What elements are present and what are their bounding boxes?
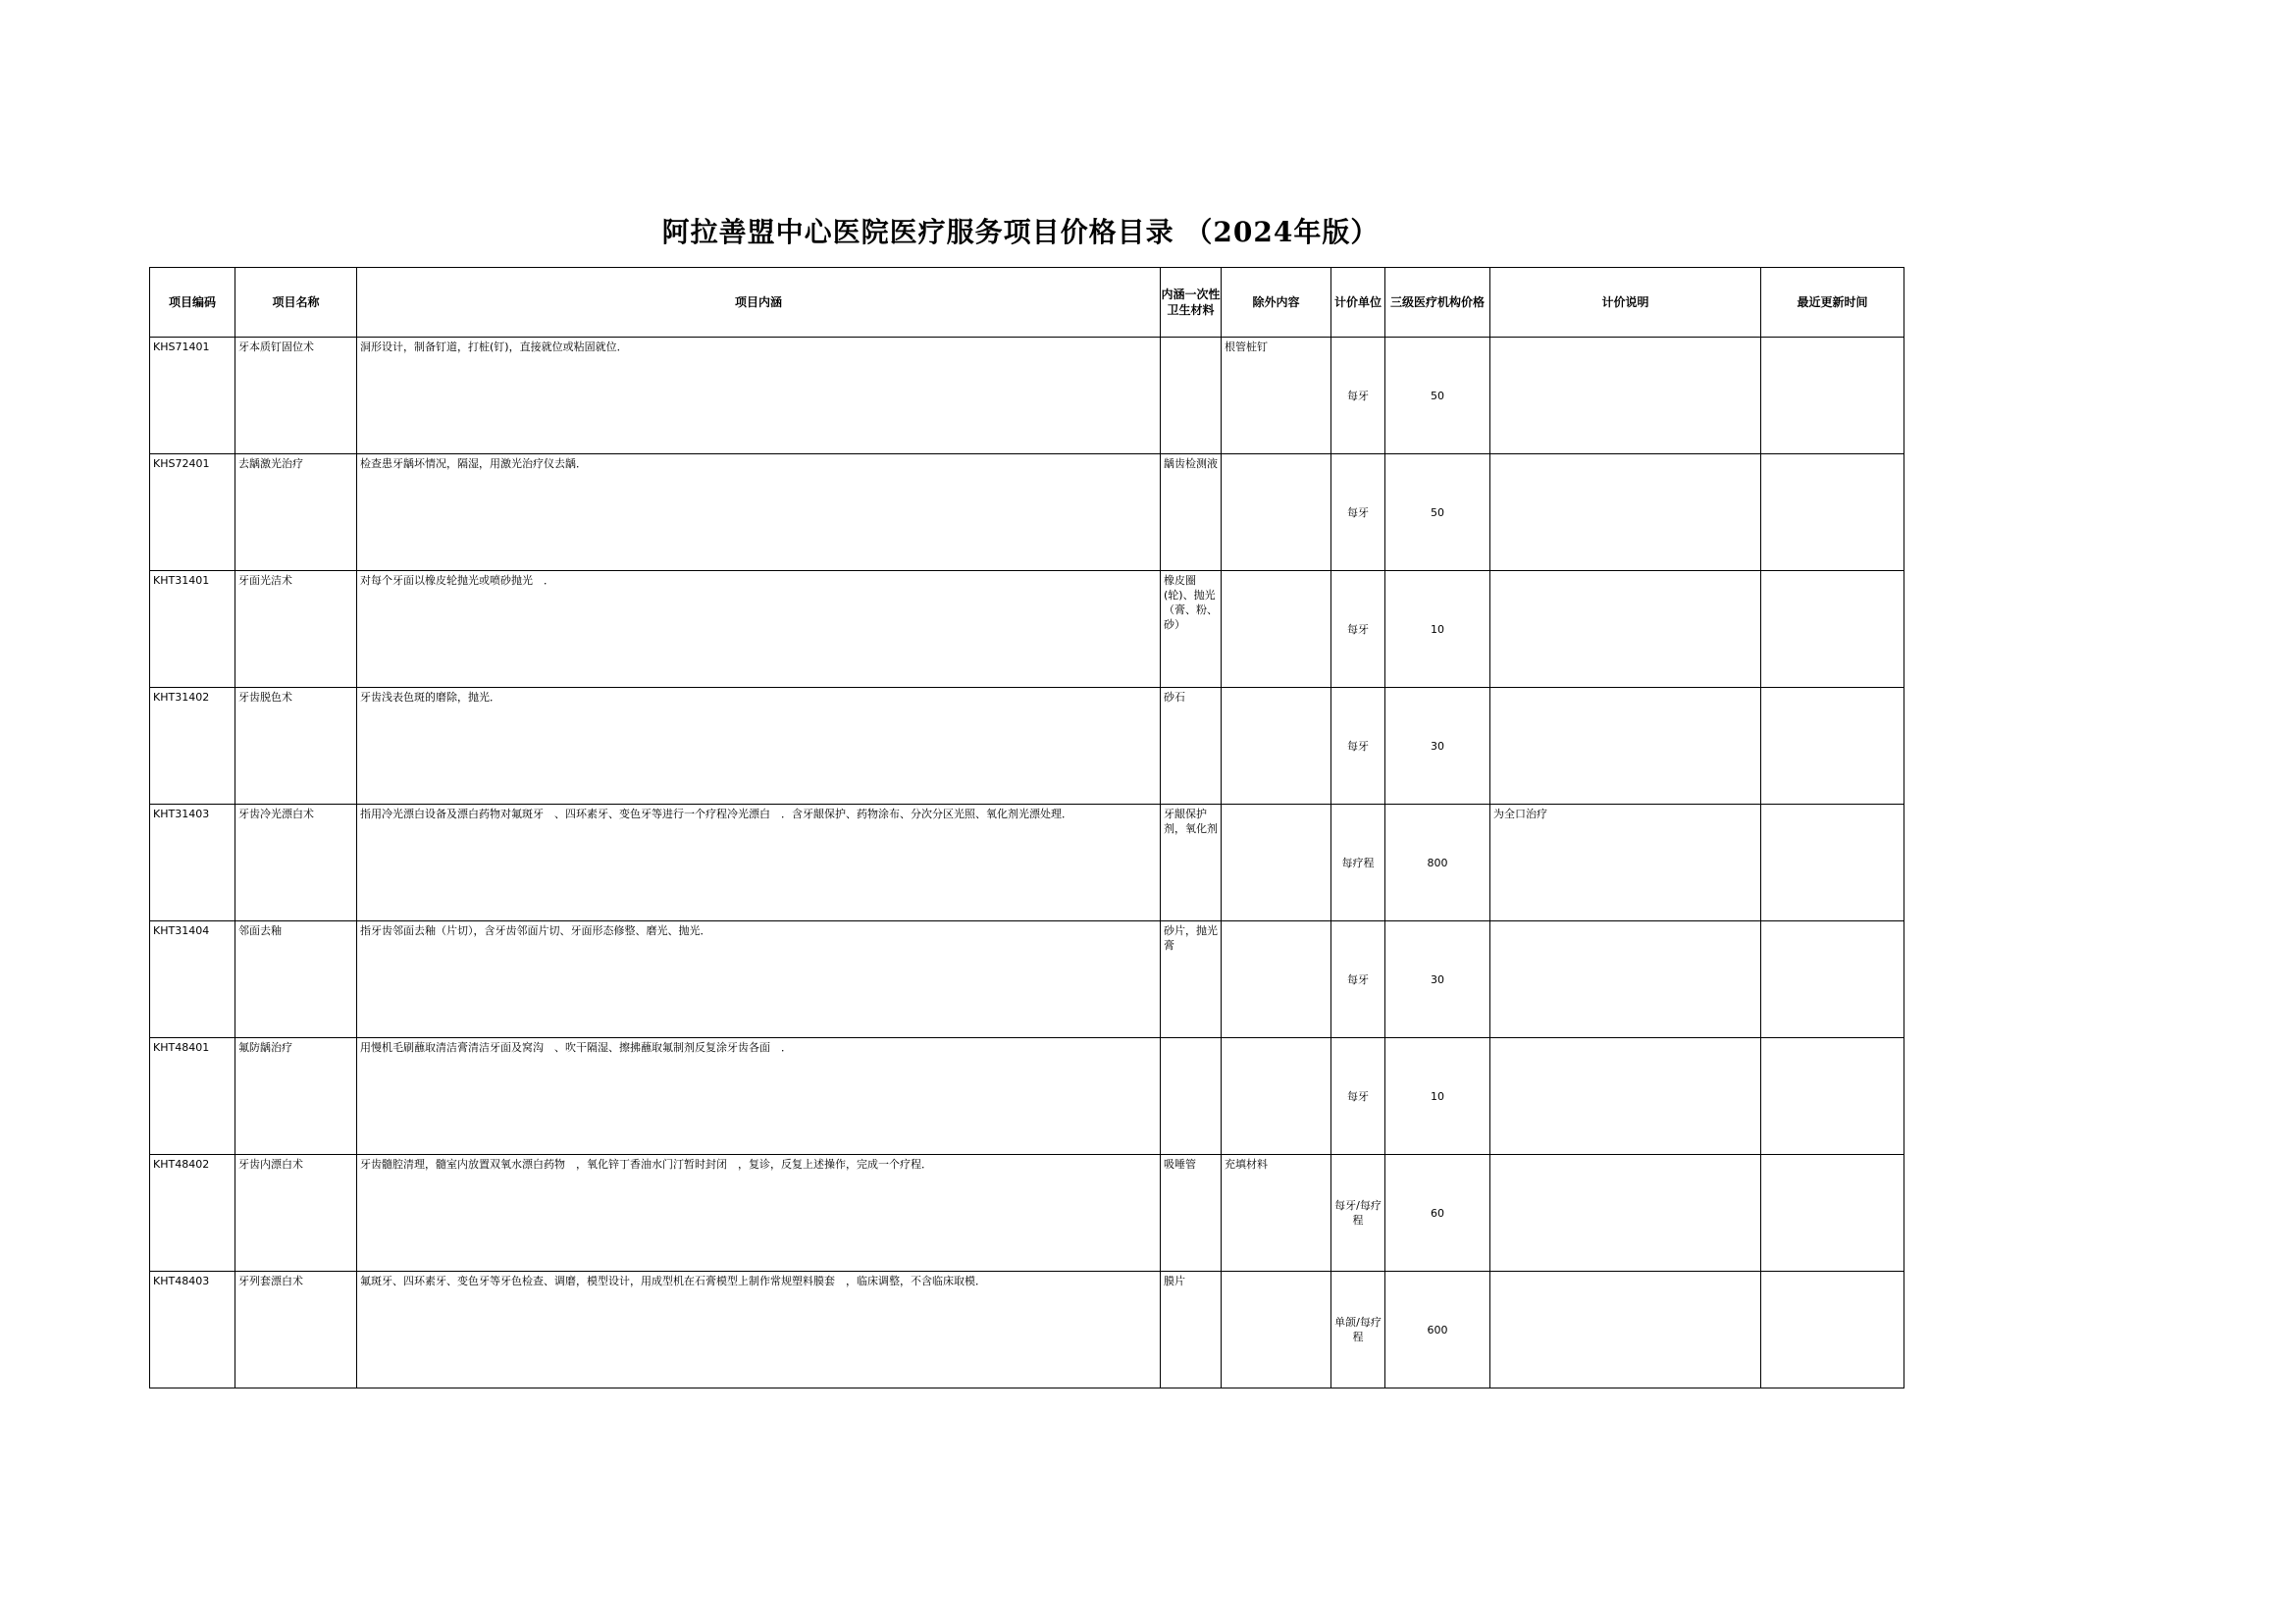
price-table bbox=[149, 267, 1904, 1388]
cell-exclusions bbox=[1222, 688, 1331, 805]
header-price: 三级医疗机构价格 bbox=[1385, 268, 1490, 338]
table-row bbox=[150, 688, 1904, 805]
cell-notes bbox=[1490, 571, 1761, 688]
cell-updated bbox=[1761, 1272, 1904, 1388]
cell-updated bbox=[1761, 1155, 1904, 1272]
cell-price: 30 bbox=[1385, 688, 1490, 805]
cell-price: 800 bbox=[1385, 805, 1490, 921]
cell-notes bbox=[1490, 1038, 1761, 1155]
header-materials: 内涵一次性卫生材料 bbox=[1161, 268, 1222, 338]
cell-exclusions bbox=[1222, 805, 1331, 921]
cell-unit: 每牙 bbox=[1331, 454, 1385, 571]
cell-content: 检查患牙龋坏情况，隔湿，用激光治疗仪去龋． bbox=[357, 454, 1161, 571]
cell-content: 指牙齿邻面去釉（片切），含牙齿邻面片切、牙面形态修整、磨光、抛光． bbox=[357, 921, 1161, 1038]
cell-content: 牙齿髓腔清理，髓室内放置双氧水漂白药物 ，氧化锌丁香油水门汀暂时封闭 ，复诊，反复上述操作，完成一个疗程． bbox=[357, 1155, 1161, 1272]
page-title: 阿拉善盟中心医院医疗服务项目价格目录 （2024年版） bbox=[661, 216, 1380, 248]
cell-materials: 龋齿检测液 bbox=[1161, 454, 1222, 571]
cell-code: KHT31401 bbox=[150, 571, 235, 688]
cell-name: 氟防龋治疗 bbox=[235, 1038, 357, 1155]
cell-code: KHT31403 bbox=[150, 805, 235, 921]
cell-materials bbox=[1161, 1038, 1222, 1155]
cell-content: 洞形设计，制备钉道，打桩(钉)，直接就位或粘固就位． bbox=[357, 338, 1161, 454]
cell-price: 50 bbox=[1385, 454, 1490, 571]
cell-materials: 膜片 bbox=[1161, 1272, 1222, 1388]
cell-notes bbox=[1490, 1155, 1761, 1272]
cell-materials: 砂石 bbox=[1161, 688, 1222, 805]
header-notes: 计价说明 bbox=[1490, 268, 1761, 338]
cell-code: KHT31402 bbox=[150, 688, 235, 805]
cell-content: 氟斑牙、四环素牙、变色牙等牙色检查、调磨，模型设计，用成型机在石膏模型上制作常规塑料膜套 ，临床调整，不含临床取模． bbox=[357, 1272, 1161, 1388]
cell-updated bbox=[1761, 571, 1904, 688]
cell-price: 10 bbox=[1385, 571, 1490, 688]
table-row bbox=[150, 1038, 1904, 1155]
cell-unit: 每牙/每疗程 bbox=[1331, 1155, 1385, 1272]
cell-unit: 每牙 bbox=[1331, 338, 1385, 454]
cell-name: 牙齿内漂白术 bbox=[235, 1155, 357, 1272]
cell-unit: 每牙 bbox=[1331, 571, 1385, 688]
cell-materials: 吸唾管 bbox=[1161, 1155, 1222, 1272]
cell-unit: 单颌/每疗程 bbox=[1331, 1272, 1385, 1388]
cell-code: KHS71401 bbox=[150, 338, 235, 454]
header-name: 项目名称 bbox=[235, 268, 357, 338]
cell-updated bbox=[1761, 688, 1904, 805]
cell-code: KHS72401 bbox=[150, 454, 235, 571]
cell-updated bbox=[1761, 454, 1904, 571]
cell-unit: 每牙 bbox=[1331, 688, 1385, 805]
cell-name: 牙面光洁术 bbox=[235, 571, 357, 688]
table-row bbox=[150, 454, 1904, 571]
cell-unit: 每牙 bbox=[1331, 921, 1385, 1038]
cell-materials: 砂片，抛光膏 bbox=[1161, 921, 1222, 1038]
table-row bbox=[150, 571, 1904, 688]
cell-content: 牙齿浅表色斑的磨除，抛光． bbox=[357, 688, 1161, 805]
cell-name: 去龋激光治疗 bbox=[235, 454, 357, 571]
header-content: 项目内涵 bbox=[357, 268, 1161, 338]
cell-materials: 牙龈保护剂，氧化剂 bbox=[1161, 805, 1222, 921]
cell-unit: 每疗程 bbox=[1331, 805, 1385, 921]
cell-notes bbox=[1490, 454, 1761, 571]
cell-code: KHT48402 bbox=[150, 1155, 235, 1272]
cell-code: KHT48401 bbox=[150, 1038, 235, 1155]
cell-exclusions bbox=[1222, 454, 1331, 571]
header-updated: 最近更新时间 bbox=[1761, 268, 1904, 338]
cell-price: 60 bbox=[1385, 1155, 1490, 1272]
cell-name: 邻面去釉 bbox=[235, 921, 357, 1038]
cell-exclusions bbox=[1222, 1272, 1331, 1388]
cell-price: 30 bbox=[1385, 921, 1490, 1038]
cell-updated bbox=[1761, 1038, 1904, 1155]
header-unit: 计价单位 bbox=[1331, 268, 1385, 338]
cell-updated bbox=[1761, 805, 1904, 921]
cell-price: 50 bbox=[1385, 338, 1490, 454]
cell-notes bbox=[1490, 921, 1761, 1038]
cell-updated bbox=[1761, 338, 1904, 454]
cell-exclusions bbox=[1222, 921, 1331, 1038]
cell-price: 10 bbox=[1385, 1038, 1490, 1155]
header-row bbox=[150, 268, 1904, 338]
cell-name: 牙齿冷光漂白术 bbox=[235, 805, 357, 921]
cell-content: 用慢机毛刷蘸取清洁膏清洁牙面及窝沟 、吹干隔湿、擦拂蘸取氟制剂反复涂牙齿各面 ． bbox=[357, 1038, 1161, 1155]
cell-content: 指用冷光漂白设备及漂白药物对氟斑牙 、四环素牙、变色牙等进行一个疗程冷光漂白 ．含牙龈保护、药物涂布、分次分区光照、氧化剂光漂处理． bbox=[357, 805, 1161, 921]
table-row bbox=[150, 338, 1904, 454]
cell-exclusions bbox=[1222, 1038, 1331, 1155]
cell-notes bbox=[1490, 688, 1761, 805]
cell-notes bbox=[1490, 1272, 1761, 1388]
cell-code: KHT48403 bbox=[150, 1272, 235, 1388]
cell-exclusions: 根管桩钉 bbox=[1222, 338, 1331, 454]
cell-content: 对每个牙面以橡皮轮抛光或喷砂抛光 ． bbox=[357, 571, 1161, 688]
cell-unit: 每牙 bbox=[1331, 1038, 1385, 1155]
cell-notes: 为全口治疗 bbox=[1490, 805, 1761, 921]
header-code: 项目编码 bbox=[150, 268, 235, 338]
cell-code: KHT31404 bbox=[150, 921, 235, 1038]
cell-name: 牙本质钉固位术 bbox=[235, 338, 357, 454]
table-row bbox=[150, 805, 1904, 921]
cell-name: 牙齿脱色术 bbox=[235, 688, 357, 805]
cell-exclusions bbox=[1222, 571, 1331, 688]
table-row bbox=[150, 1272, 1904, 1388]
header-exclusions: 除外内容 bbox=[1222, 268, 1331, 338]
cell-exclusions: 充填材料 bbox=[1222, 1155, 1331, 1272]
cell-updated bbox=[1761, 921, 1904, 1038]
table-row bbox=[150, 1155, 1904, 1272]
table-row bbox=[150, 921, 1904, 1038]
cell-materials: 橡皮圈(轮)、抛光（膏、粉、砂） bbox=[1161, 571, 1222, 688]
cell-notes bbox=[1490, 338, 1761, 454]
cell-materials bbox=[1161, 338, 1222, 454]
cell-price: 600 bbox=[1385, 1272, 1490, 1388]
cell-name: 牙列套漂白术 bbox=[235, 1272, 357, 1388]
